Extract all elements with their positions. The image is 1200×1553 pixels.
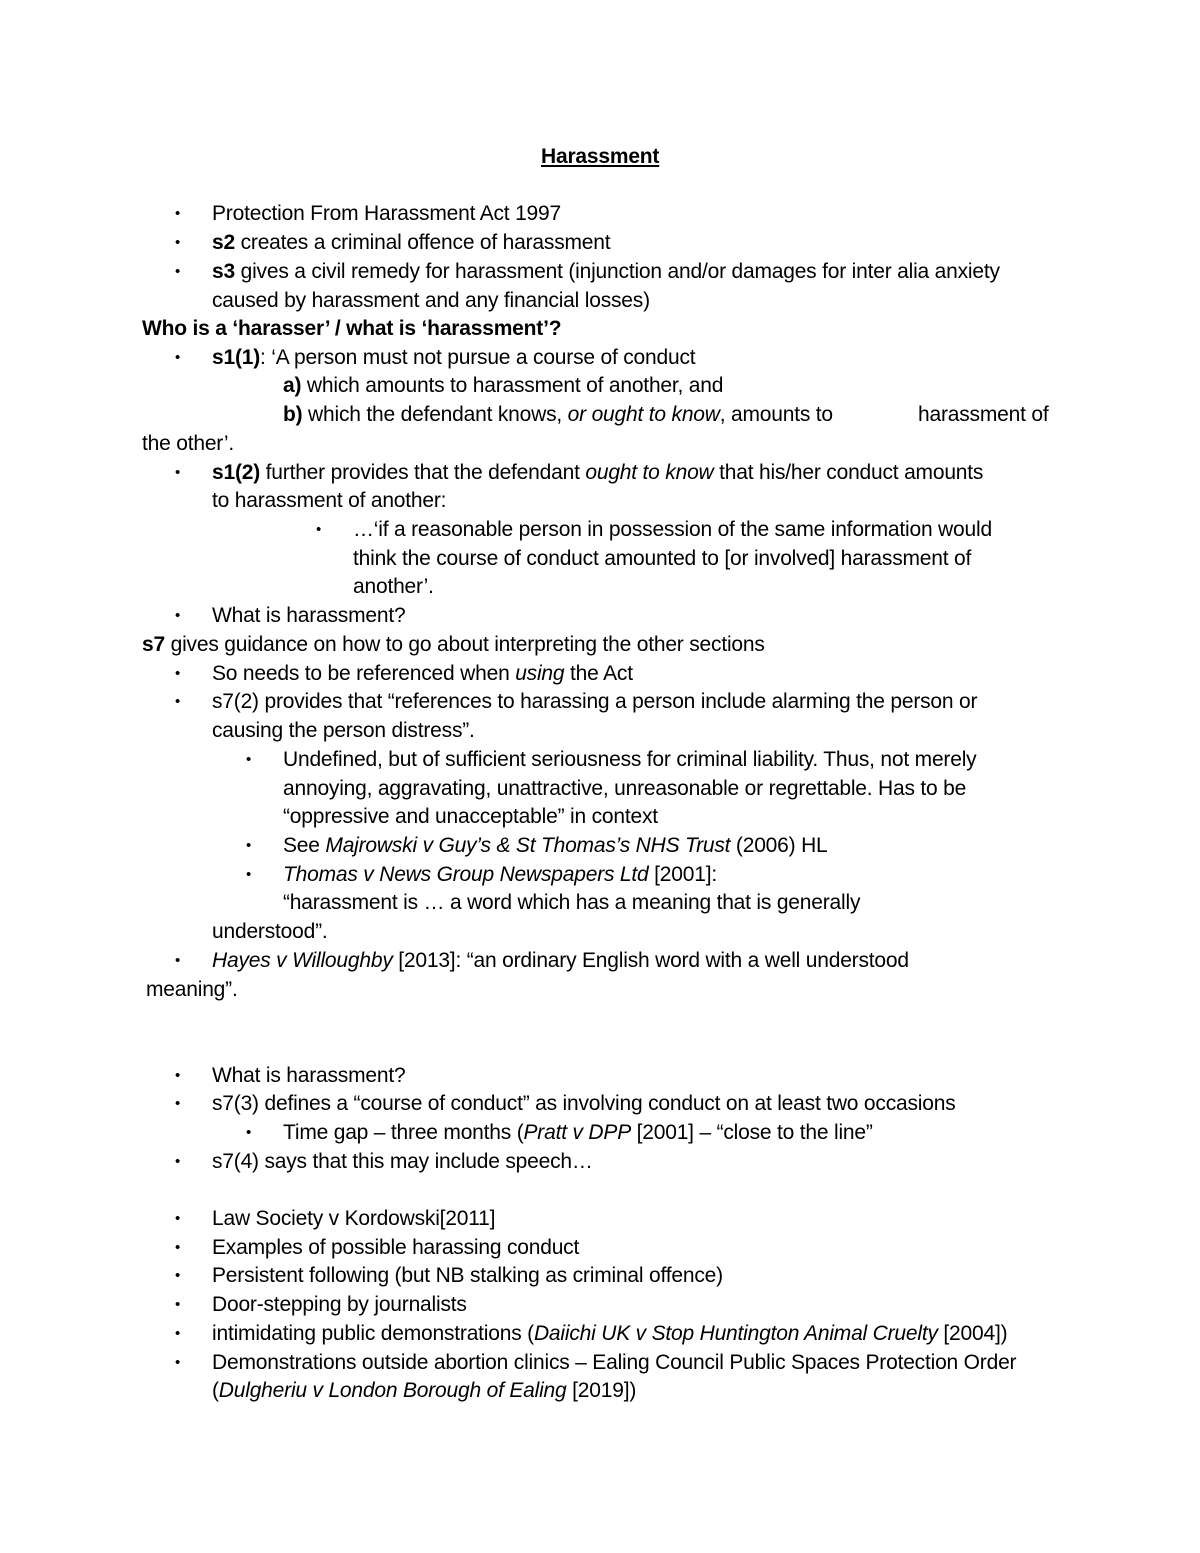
bullet: • (175, 1296, 181, 1313)
item-text: Time gap – three months ( (283, 1121, 524, 1144)
clause-text: harassment of (918, 403, 1049, 426)
bullet: • (175, 1095, 181, 1112)
list-item: Examples of possible harassing conduct (212, 1236, 580, 1259)
bullet: • (175, 1267, 181, 1284)
line-text: gives guidance on how to go about interpreting the other sections (164, 633, 765, 656)
list-item-continuation: to harassment of another: (212, 489, 447, 512)
item-text: that his/her conduct amounts (713, 461, 984, 484)
quote-line: “harassment is … a word which has a meaning that is generally (283, 891, 861, 914)
bullet: • (246, 837, 252, 854)
sub-clause-a (283, 372, 723, 400)
bullet: • (175, 349, 181, 366)
list-item (212, 258, 1000, 286)
bullet: • (175, 1325, 181, 1342)
heading-text: Who is a ‘harasser’ / what is ‘harassment’? (142, 317, 562, 340)
list-item-continuation: annoying, aggravating, unattractive, unreasonable or regrettable. Has to be (283, 777, 967, 800)
section-ref: s7 (142, 633, 165, 656)
clause-text: which the defendant knows, (302, 403, 568, 426)
list-item: s7(2) provides that “references to harassing a person include alarming the person or (212, 690, 978, 713)
list-item-continuation: “oppressive and unacceptable” in context (283, 805, 658, 828)
item-text: further provides that the defendant (260, 461, 586, 484)
item-text: [2001] – “close to the line” (631, 1121, 873, 1144)
list-item: Persistent following (but NB stalking as criminal offence) (212, 1264, 723, 1287)
bullet: • (175, 607, 181, 624)
section-ref: s1(2) (212, 461, 261, 484)
item-text: See (283, 834, 326, 857)
item-text: [2013]: “an ordinary English word with a well understood (392, 949, 909, 972)
list-item (283, 832, 828, 860)
bullet: • (175, 1067, 181, 1084)
clause-label: a) (283, 374, 302, 397)
clause-text: , amounts to (719, 403, 833, 426)
quote-line: another’. (353, 575, 434, 598)
list-item (212, 229, 610, 257)
list-item (212, 947, 909, 975)
item-text: intimidating public demonstrations ( (212, 1322, 534, 1345)
clause-continuation: the other’. (142, 432, 234, 455)
bullet: • (175, 1210, 181, 1227)
quote-line: think the course of conduct amounted to [or involved] harassment of (353, 547, 972, 570)
bullet: • (175, 263, 181, 280)
case-name: Pratt v DPP (523, 1121, 631, 1144)
list-item: s7(3) defines a “course of conduct” as involving conduct on at least two occasions (212, 1092, 956, 1115)
bullet: • (316, 521, 322, 538)
item-text: [2004]) (937, 1322, 1008, 1345)
item-text: gives a civil remedy for harassment (injunction and/or damages for inter alia anxiety (234, 260, 1000, 283)
bullet: • (175, 464, 181, 481)
item-text: Protection From Harassment Act 1997 (212, 202, 561, 225)
list-item-continuation (212, 1377, 636, 1405)
bullet: • (175, 1153, 181, 1170)
bullet: • (175, 693, 181, 710)
quote-line: understood”. (212, 920, 328, 943)
bullet: • (246, 751, 252, 768)
list-item: Door-stepping by journalists (212, 1293, 467, 1316)
section-line (142, 631, 765, 659)
clause-text: which amounts to harassment of another, and (301, 374, 724, 397)
bullet: • (246, 1124, 252, 1141)
page-title: Harassment (541, 145, 660, 168)
case-name: Daiichi UK v Stop Huntington Animal Cruelty (533, 1322, 938, 1345)
list-item (283, 1119, 873, 1147)
section-ref: s3 (212, 260, 235, 283)
list-item-continuation: causing the person distress”. (212, 719, 475, 742)
case-name: Dulgheriu v London Borough of Ealing (218, 1379, 567, 1402)
bullet: • (175, 234, 181, 251)
bullet: • (246, 866, 252, 883)
list-item: What is harassment? (212, 1064, 406, 1087)
case-name: Hayes v Willoughby (212, 949, 393, 972)
sub-clause-b (283, 401, 833, 429)
list-item-continuation: meaning”. (146, 978, 238, 1001)
item-text: creates a criminal offence of harassment (234, 231, 611, 254)
bullet: • (175, 1354, 181, 1371)
section-ref: s1(1) (212, 346, 261, 369)
clause-label: b) (283, 403, 303, 426)
item-text: So needs to be referenced when (212, 662, 516, 685)
bullet: • (175, 1239, 181, 1256)
bullet: • (175, 952, 181, 969)
item-emphasis: using (515, 662, 565, 685)
item-emphasis: ought to know (585, 461, 714, 484)
list-item: s7(4) says that this may include speech… (212, 1150, 593, 1173)
list-item (212, 1320, 1007, 1348)
list-item-continuation: caused by harassment and any financial losses) (212, 289, 650, 312)
list-item: What is harassment? (212, 604, 406, 627)
case-name: Majrowski v Guy’s & St Thomas’s NHS Trust (325, 834, 731, 857)
item-text: [2001]: (648, 863, 717, 886)
item-text: the Act (564, 662, 633, 685)
clause-emphasis: or ought to know (567, 403, 720, 426)
quote-line: …‘if a reasonable person in possession of the same information would (353, 518, 992, 541)
bullet: • (175, 205, 181, 222)
item-text: ( (212, 1379, 219, 1402)
list-item (212, 200, 561, 228)
list-item: Demonstrations outside abortion clinics – Ealing Council Public Spaces Protection Order (212, 1351, 1017, 1374)
list-item: Law Society v Kordowski[2011] (212, 1207, 496, 1230)
case-name: Thomas v News Group Newspapers Ltd (283, 863, 649, 886)
list-item (212, 660, 633, 688)
list-item (212, 459, 983, 487)
list-item: Undefined, but of sufficient seriousness for criminal liability. Thus, not merely (283, 748, 977, 771)
list-item (212, 344, 695, 372)
section-ref: s2 (212, 231, 235, 254)
section-heading (142, 315, 561, 343)
item-text: : ‘A person must not pursue a course of conduct (260, 346, 696, 369)
item-text: (2006) HL (730, 834, 828, 857)
bullet: • (175, 665, 181, 682)
item-text: [2019]) (566, 1379, 637, 1402)
list-item (283, 861, 717, 889)
